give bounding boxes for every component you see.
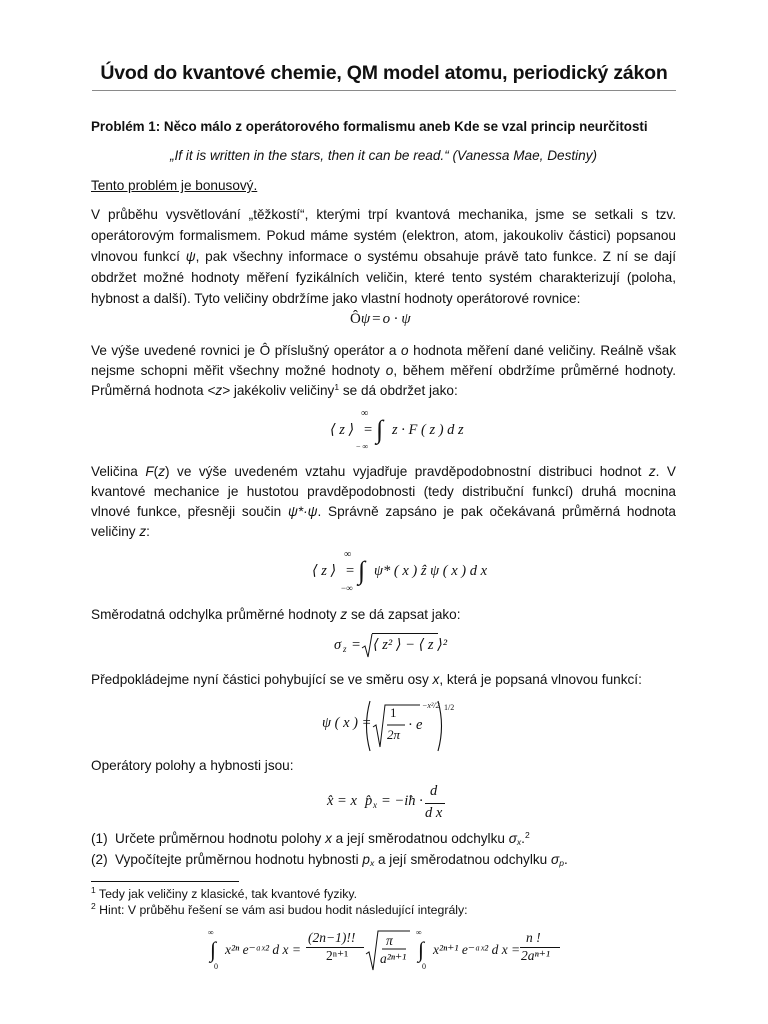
paragraph-operator: Ve výše uvedené rovnici je Ô příslušný operátor a o hodnota měření dané veličiny. Reálně však nejsme schopni měřit všechny možné hodnoty o, během měření obdržíme průměrné hodnoty. Průměrná hodnota <z> jakékoliv veličiny$^1$ se dá obdržet jako: — [91, 343, 677, 398]
footnote-ref-1: 1 — [334, 382, 340, 392]
task-1: (1) Určete průměrnou hodnotu polohy x a její směrodatnou odchylku $\sigma_x.^2$ — [91, 830, 530, 847]
paragraph-particle: Předpokládejme nyní částici pohybující se ve směru osy x, která je popsaná vlnovou funkcí: — [91, 672, 642, 687]
title-divider — [92, 90, 676, 91]
footnote-ref-2: 2 — [524, 830, 530, 840]
epigraph-quote: „If it is written in the stars, then it can be read.“ (Vanessa Mae, Destiny) — [169, 148, 598, 163]
sqrt-sign — [362, 633, 372, 659]
document-page: Úvod do kvantové chemie, QM model atomu, periodický zákon Problém 1: Něco málo z operátorového formalismu aneb Kde se vzal princip neurčitosti „If it is written in the stars, then it can be read.“ (Vanessa Mae, Destiny) Tento problém je bonusový. V průběhu vysvětlování „těžkostí“, kterými trpí kvantová mechanika, jsme se setkali s tzv. operátorovým formalismem. Pokud máme systém (elektron, atom, jakoukoliv částici) popsanou vlnovou funkcí ψ, pak všechny informace o systému obsahuje právě tato funkce. Z ní se dají obdržet možné hodnoty měření fyzikálních veličin, které tento systém charakterizují (poloha, hybnost a další). Tyto veličiny obdržíme jako vlastní hodnoty operátorové rovnice: Ôψ = o · ψ Ve výše uvedené rovnici je Ô příslušný operátor a o hodnota měření dané veličiny. Reálně však nejsme schopni měřit všechny možné hodnoty o, během měření obdržíme průměrné hodnoty. Průměrná hodnota <z> jakékoliv veličiny$^1$ se dá obdržet jako: ⟨ z ⟩ = ∞ ∫ − ∞ z · F ( z ) d z Veličina F(z) ve výše uvedeném vztahu vyjadřuje pravděpodobnostní distribuci hodnot z. V kvantové mechanice je hustotou pravděpodobnosti (tedy distribuční funkcí) druhá mocnina vlnové funkce, přesněji součin ψ*·ψ. Správně zapsáno je pak očekávaná průměrná hodnota veličiny z: ⟨ z ⟩ = ∞ ∫ −∞ ψ* ( x ) ẑ ψ ( x ) d x Směrodatná odchylka průměrné hodnoty z se dá zapsat jako: σ z = ⟨ z² ⟩ − ⟨ z ⟩² Předpokládejme nyní částici pohybující se ve směru osy x, která je popsaná vlnovou funkcí: ψ ( x ) = 1 2π · e −x²/2 1/2 Operátory polohy a hybnosti jsou: x̂ = x p̂ x = −iħ · d d x (1) Určete průměrnou hodnotu polohy x a její směrodatnou odchylku $\sigma_x.^2$ (2) Vypočítejte průměrnou hodnotu hybnosti $p_x$ a její směrodatnou odchylku $\sigma_p$. $^1$ Tedy jak veličiny z klasické, tak kvantové fyziky. $^2$ Hint: V průběhu řešení se vám asi budou hodit následující integrály: ∞ ∫ 0 x²ⁿ e⁻ᵃˣ² d x = (2n−1)!! 2ⁿ⁺¹ π a²ⁿ⁺¹ ∞ ∫ 0 x²ⁿ⁺¹ e⁻ᵃˣ² d x = n ! 2aⁿ⁺¹ — [0, 0, 768, 1024]
footnote-1: $^1$ Tedy jak veličiny z klasické, tak kvantové fyziky. — [91, 885, 358, 901]
task-2: (2) Vypočítejte průměrnou hodnotu hybnosti $p_x$ a její směrodatnou odchylku $\sigma_p$. — [91, 852, 568, 868]
footnote-divider — [91, 881, 239, 882]
equation-sigma: σ z = ⟨ z² ⟩ − ⟨ z ⟩² — [334, 633, 444, 663]
paragraph-std-dev: Směrodatná odchylka průměrné hodnoty z se dá zapsat jako: — [91, 607, 461, 622]
paragraph-distribution: Veličina F(z) ve výše uvedeném vztahu vyjadřuje pravděpodobnostní distribuci hodnot z. V kvantové mechanice je hustotou pravděpodobnosti (tedy distribuční funkcí) druhá mocnina vlnové funkce, přesněji součin ψ*·ψ. Správně zapsáno je pak očekávaná průměrná hodnota veličiny z: — [91, 464, 676, 539]
bonus-note: Tento problém je bonusový. — [91, 178, 258, 193]
equation-eigenvalue: Ôψ = o · ψ — [350, 311, 411, 327]
equation-wavefunction: ψ ( x ) = 1 2π · e −x²/2 1/2 — [322, 699, 452, 753]
problem-heading: Problém 1: Něco málo z operátorového formalismu aneb Kde se vzal princip neurčitosti — [91, 119, 648, 134]
page-title: Úvod do kvantové chemie, QM model atomu, periodický zákon — [100, 62, 668, 84]
equation-operators: x̂ = x p̂ x = −iħ · d d x — [327, 783, 457, 823]
equation-integrals: ∞ ∫ 0 x²ⁿ e⁻ᵃˣ² d x = (2n−1)!! 2ⁿ⁺¹ π a²ⁿ⁺¹ ∞ ∫ 0 x²ⁿ⁺¹ e⁻ᵃˣ² d x = n ! 2aⁿ⁺¹ — [208, 928, 568, 978]
paragraph-intro: V průběhu vysvětlování „těžkostí“, kterými trpí kvantová mechanika, jsme se setkali s tzv. operátorovým formalismem. Pokud máme systém (elektron, atom, jakoukoliv částici) popsanou vlnovou funkcí ψ, pak všechny informace o systému obsahuje právě tato funkce. Z ní se dají obdržet možné hodnoty měření fyzikálních veličin, které tento systém charakterizují (poloha, hybnost a další). Tyto veličiny obdržíme jako vlastní hodnoty operátorové rovnice: — [91, 207, 676, 306]
footnote-2: $^2$ Hint: V průběhu řešení se vám asi budou hodit následující integrály: — [91, 901, 468, 917]
paragraph-operators: Operátory polohy a hybnosti jsou: — [91, 758, 294, 773]
